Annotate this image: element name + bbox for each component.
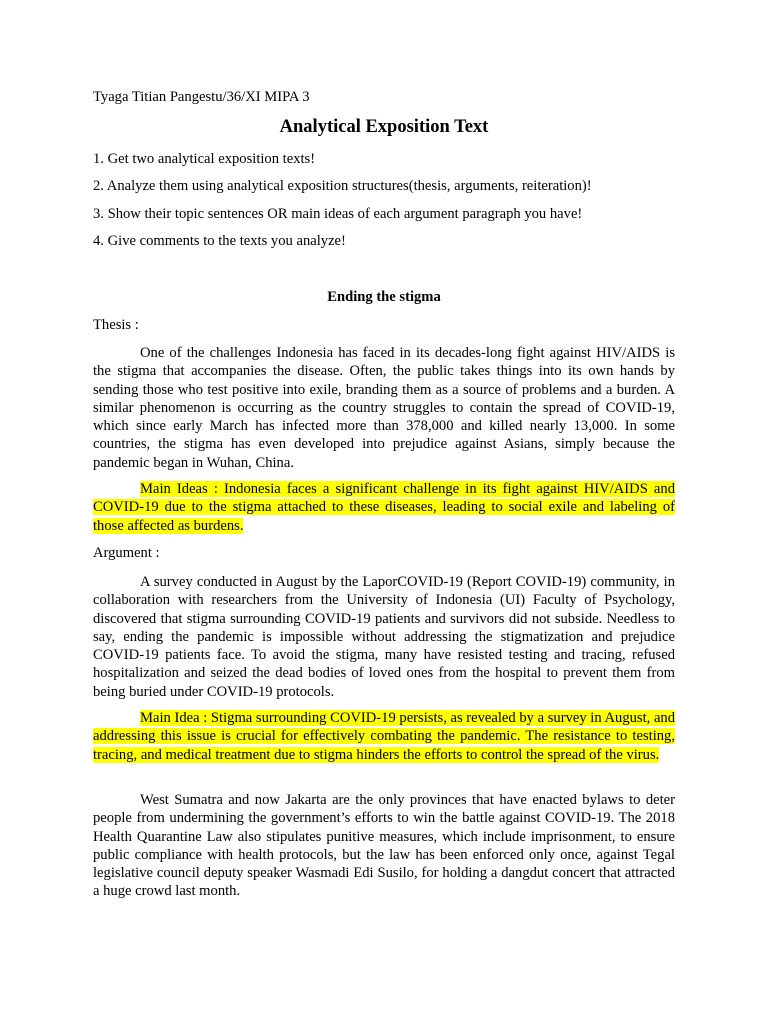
- text-heading: Ending the stigma: [327, 289, 441, 305]
- thesis-paragraph: One of the challenges Indonesia has faced in its decades-long fight against HIV/AIDS is the stigma that accompanies the disease. Often, the public takes things into its own hands by sending those who test positive into exile, branding them as a source of problems and a burden. A similar phenomenon is occurring as the country struggles to contain the spread of COVID-19, which since early March has infected more than 378,000 and killed nearly 13,000. In some countries, the stigma has even developed into prejudice against Asians, simply because the pandemic began in Wuhan, China.: [93, 345, 675, 471]
- argument-paragraph-1: A survey conducted in August by the LaporCOVID-19 (Report COVID-19) community, in collaboration with researchers from the University of Indonesia (UI) Faculty of Psychology, discovered that stigma surrounding COVID-19 patients and survivors did not subside. Needless to say, ending the pandemic is impossible without addressing the stigmatization and prejudice COVID-19 patients face. To avoid the stigma, many have resisted testing and tracing, refused hospitalization and seized the dead bodies of loved ones from the hospital to prevent them from being buried under COVID-19 protocols.: [93, 574, 675, 700]
- author-line: Tyaga Titian Pangestu/36/XI MIPA 3: [93, 89, 310, 105]
- thesis-main-idea-text: Main Ideas : Indonesia faces a significant challenge in its fight against HIV/AIDS and COVID-19 due to the stigma attached to these diseases, leading to social exile and labeling of those affected as burdens.: [93, 481, 675, 534]
- instruction-2: 2. Analyze them using analytical exposition structures(thesis, arguments, reiteration)!: [93, 178, 592, 194]
- document-title: Analytical Exposition Text: [279, 117, 489, 137]
- argument-main-idea-1: [93, 709, 675, 764]
- instruction-1: 1. Get two analytical exposition texts!: [93, 151, 316, 167]
- instruction-3: 3. Show their topic sentences OR main ideas of each argument paragraph you have!: [93, 206, 583, 222]
- thesis-main-idea: [93, 480, 675, 535]
- argument-main-idea-1-text: Main Idea : Stigma surrounding COVID-19 persists, as revealed by a survey in August, and addressing this issue is crucial for effectively combating the pandemic. The resistance to testing, tracing, and medical treatment due to stigma hinders the efforts to control the spread of the virus.: [93, 710, 676, 763]
- argument-label: Argument :: [93, 545, 160, 561]
- argument-paragraph-2: West Sumatra and now Jakarta are the only provinces that have enacted bylaws to deter people from undermining the government’s efforts to win the battle against COVID-19. The 2018 Health Quarantine Law also stipulates punitive measures, which include imprisonment, to ensure public compliance with health protocols, but the law has been enforced only once, against Tegal legislative council deputy speaker Wasmadi Edi Susilo, for holding a dangdut concert that attracted a huge crowd last month.: [93, 792, 675, 900]
- thesis-label: Thesis :: [93, 317, 139, 333]
- instruction-4: 4. Give comments to the texts you analyze!: [93, 233, 346, 249]
